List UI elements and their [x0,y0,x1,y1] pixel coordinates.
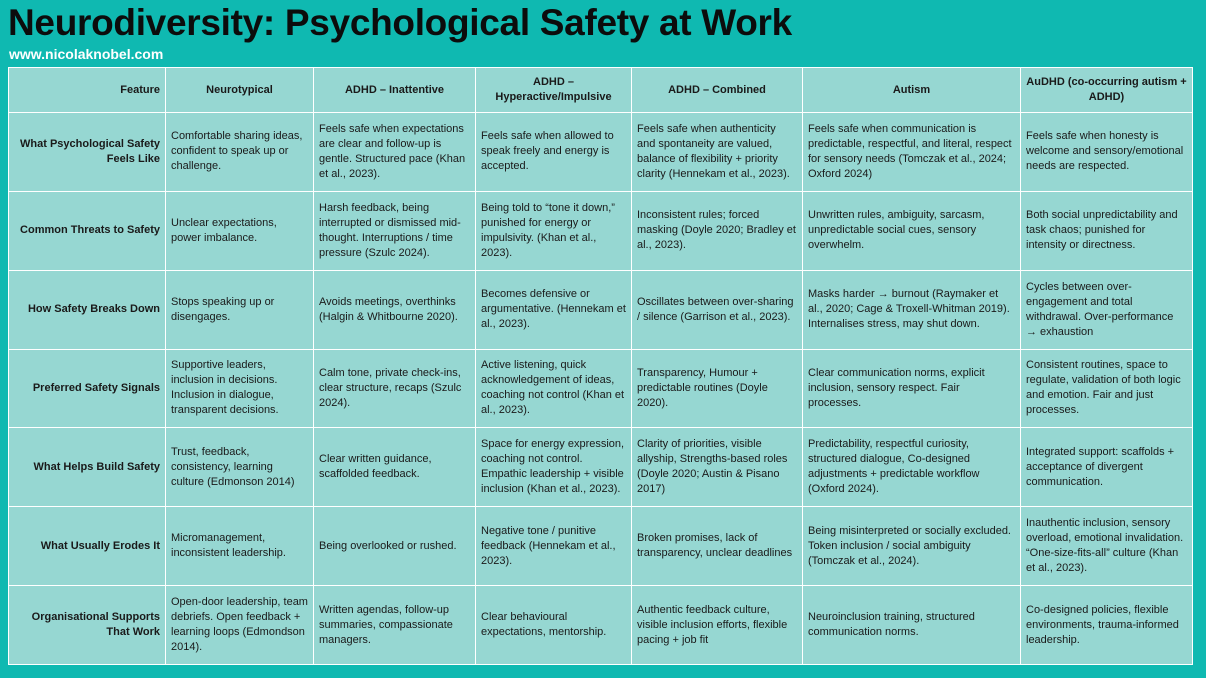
table-row [9,586,1193,665]
table-cell: Negative tone / punitive feedback (Hennekam et al., 2023). [476,507,632,586]
table-cell: Clear written guidance, scaffolded feedback. [314,428,476,507]
table-cell: Both social unpredictability and task chaos; punished for intensity or directness. [1021,191,1193,270]
header-row [9,68,1193,113]
table-cell: Feels safe when allowed to speak freely and energy is accepted. [476,113,632,192]
page-title: Neurodiversity: Psychological Safety at Work [8,2,792,43]
table-cell: Supportive leaders, inclusion in decisions. Inclusion in dialogue, transparent decisions. [166,349,314,428]
table-cell: Inconsistent rules; forced masking (Doyle 2020; Bradley et al., 2023). [632,191,803,270]
table-cell: Co-designed policies, flexible environments, trauma-informed leadership. [1021,586,1193,665]
table-cell: Micromanagement, inconsistent leadership. [166,507,314,586]
table-cell: Cycles between over-engagement and total withdrawal. Over-performance → exhaustion [1021,270,1193,349]
column-header-feature: Feature [9,68,166,113]
column-header-adhd-combined: ADHD – Combined [632,68,803,113]
column-header-adhd-hyperactive: ADHD – Hyperactive/Impulsive [476,68,632,113]
table-cell: Avoids meetings, overthinks (Halgin & Whitbourne 2020). [314,270,476,349]
table-cell: Open-door leadership, team debriefs. Open feedback + learning loops (Edmondson 2014). [166,586,314,665]
table-cell: Comfortable sharing ideas, confident to speak up or challenge. [166,113,314,192]
table-cell: Broken promises, lack of transparency, unclear deadlines [632,507,803,586]
website-url: www.nicolaknobel.com [9,46,164,62]
table-cell: Transparency, Humour + predictable routines (Doyle 2020). [632,349,803,428]
table-cell: Masks harder → burnout (Raymaker et al., 2020; Cage & Troxell-Whitman 2019). Internalises stress, may shut down. [803,270,1021,349]
table-cell: Being overlooked or rushed. [314,507,476,586]
table-cell: Active listening, quick acknowledgement of ideas, coaching not control (Khan et al., 2023). [476,349,632,428]
table-cell: Calm tone, private check-ins, clear structure, recaps (Szulc 2024). [314,349,476,428]
column-header-autism: Autism [803,68,1021,113]
column-header-adhd-inattentive: ADHD – Inattentive [314,68,476,113]
table-cell: Consistent routines, space to regulate, validation of both logic and emotion. Fair and just processes. [1021,349,1193,428]
table-cell: Being told to “tone it down,” punished for energy or impulsivity. (Khan et al., 2023). [476,191,632,270]
row-header: Organisational Supports That Work [9,586,166,665]
row-header: Preferred Safety Signals [9,349,166,428]
table-cell: Unwritten rules, ambiguity, sarcasm, unpredictable social cues, sensory overwhelm. [803,191,1021,270]
row-header: Common Threats to Safety [9,191,166,270]
comparison-table [8,67,1193,665]
row-header: How Safety Breaks Down [9,270,166,349]
table-cell: Harsh feedback, being interrupted or dismissed mid-thought. Interruptions / time pressure (Szulc 2024). [314,191,476,270]
table-row [9,428,1193,507]
row-header: What Psychological Safety Feels Like [9,113,166,192]
table-cell: Unclear expectations, power imbalance. [166,191,314,270]
table-cell: Clear communication norms, explicit inclusion, sensory respect. Fair processes. [803,349,1021,428]
table-cell: Predictability, respectful curiosity, structured dialogue, Co-designed adjustments + predictable workflow (Oxford 2024). [803,428,1021,507]
table-row [9,113,1193,192]
table-cell: Written agendas, follow-up summaries, compassionate managers. [314,586,476,665]
table-cell: Feels safe when authenticity and spontaneity are valued, balance of flexibility + priority clarity (Hennekam et al., 2023). [632,113,803,192]
table-row [9,507,1193,586]
table-cell: Feels safe when honesty is welcome and sensory/emotional needs are respected. [1021,113,1193,192]
table-cell: Stops speaking up or disengages. [166,270,314,349]
table-cell: Integrated support: scaffolds + acceptance of divergent communication. [1021,428,1193,507]
table-row [9,270,1193,349]
table-cell: Feels safe when communication is predictable, respectful, and literal, respect for sensory needs (Tomczak et al., 2024; Oxford 2024) [803,113,1021,192]
row-header: What Usually Erodes It [9,507,166,586]
table-cell: Authentic feedback culture, visible inclusion efforts, flexible pacing + job fit [632,586,803,665]
table-cell: Being misinterpreted or socially excluded. Token inclusion / social ambiguity (Tomczak et al., 2024). [803,507,1021,586]
table-cell: Clear behavioural expectations, mentorship. [476,586,632,665]
table-cell: Neuroinclusion training, structured communication norms. [803,586,1021,665]
column-header-audhd: AuDHD (co-occurring autism + ADHD) [1021,68,1193,113]
table-cell: Becomes defensive or argumentative. (Hennekam et al., 2023). [476,270,632,349]
table-cell: Trust, feedback, consistency, learning culture (Edmonson 2014) [166,428,314,507]
table-cell: Clarity of priorities, visible allyship, Strengths-based roles (Doyle 2020; Austin & Pisano 2017) [632,428,803,507]
row-header: What Helps Build Safety [9,428,166,507]
table-row [9,349,1193,428]
table-row [9,191,1193,270]
table-cell: Oscillates between over-sharing / silence (Garrison et al., 2023). [632,270,803,349]
table-cell: Space for energy expression, coaching not control. Empathic leadership + visible inclusion (Khan et al., 2023). [476,428,632,507]
table-cell: Inauthentic inclusion, sensory overload, emotional invalidation. “One-size-fits-all” culture (Khan et al., 2023). [1021,507,1193,586]
table-cell: Feels safe when expectations are clear and follow-up is gentle. Structured pace (Khan et al., 2023). [314,113,476,192]
column-header-neurotypical: Neurotypical [166,68,314,113]
